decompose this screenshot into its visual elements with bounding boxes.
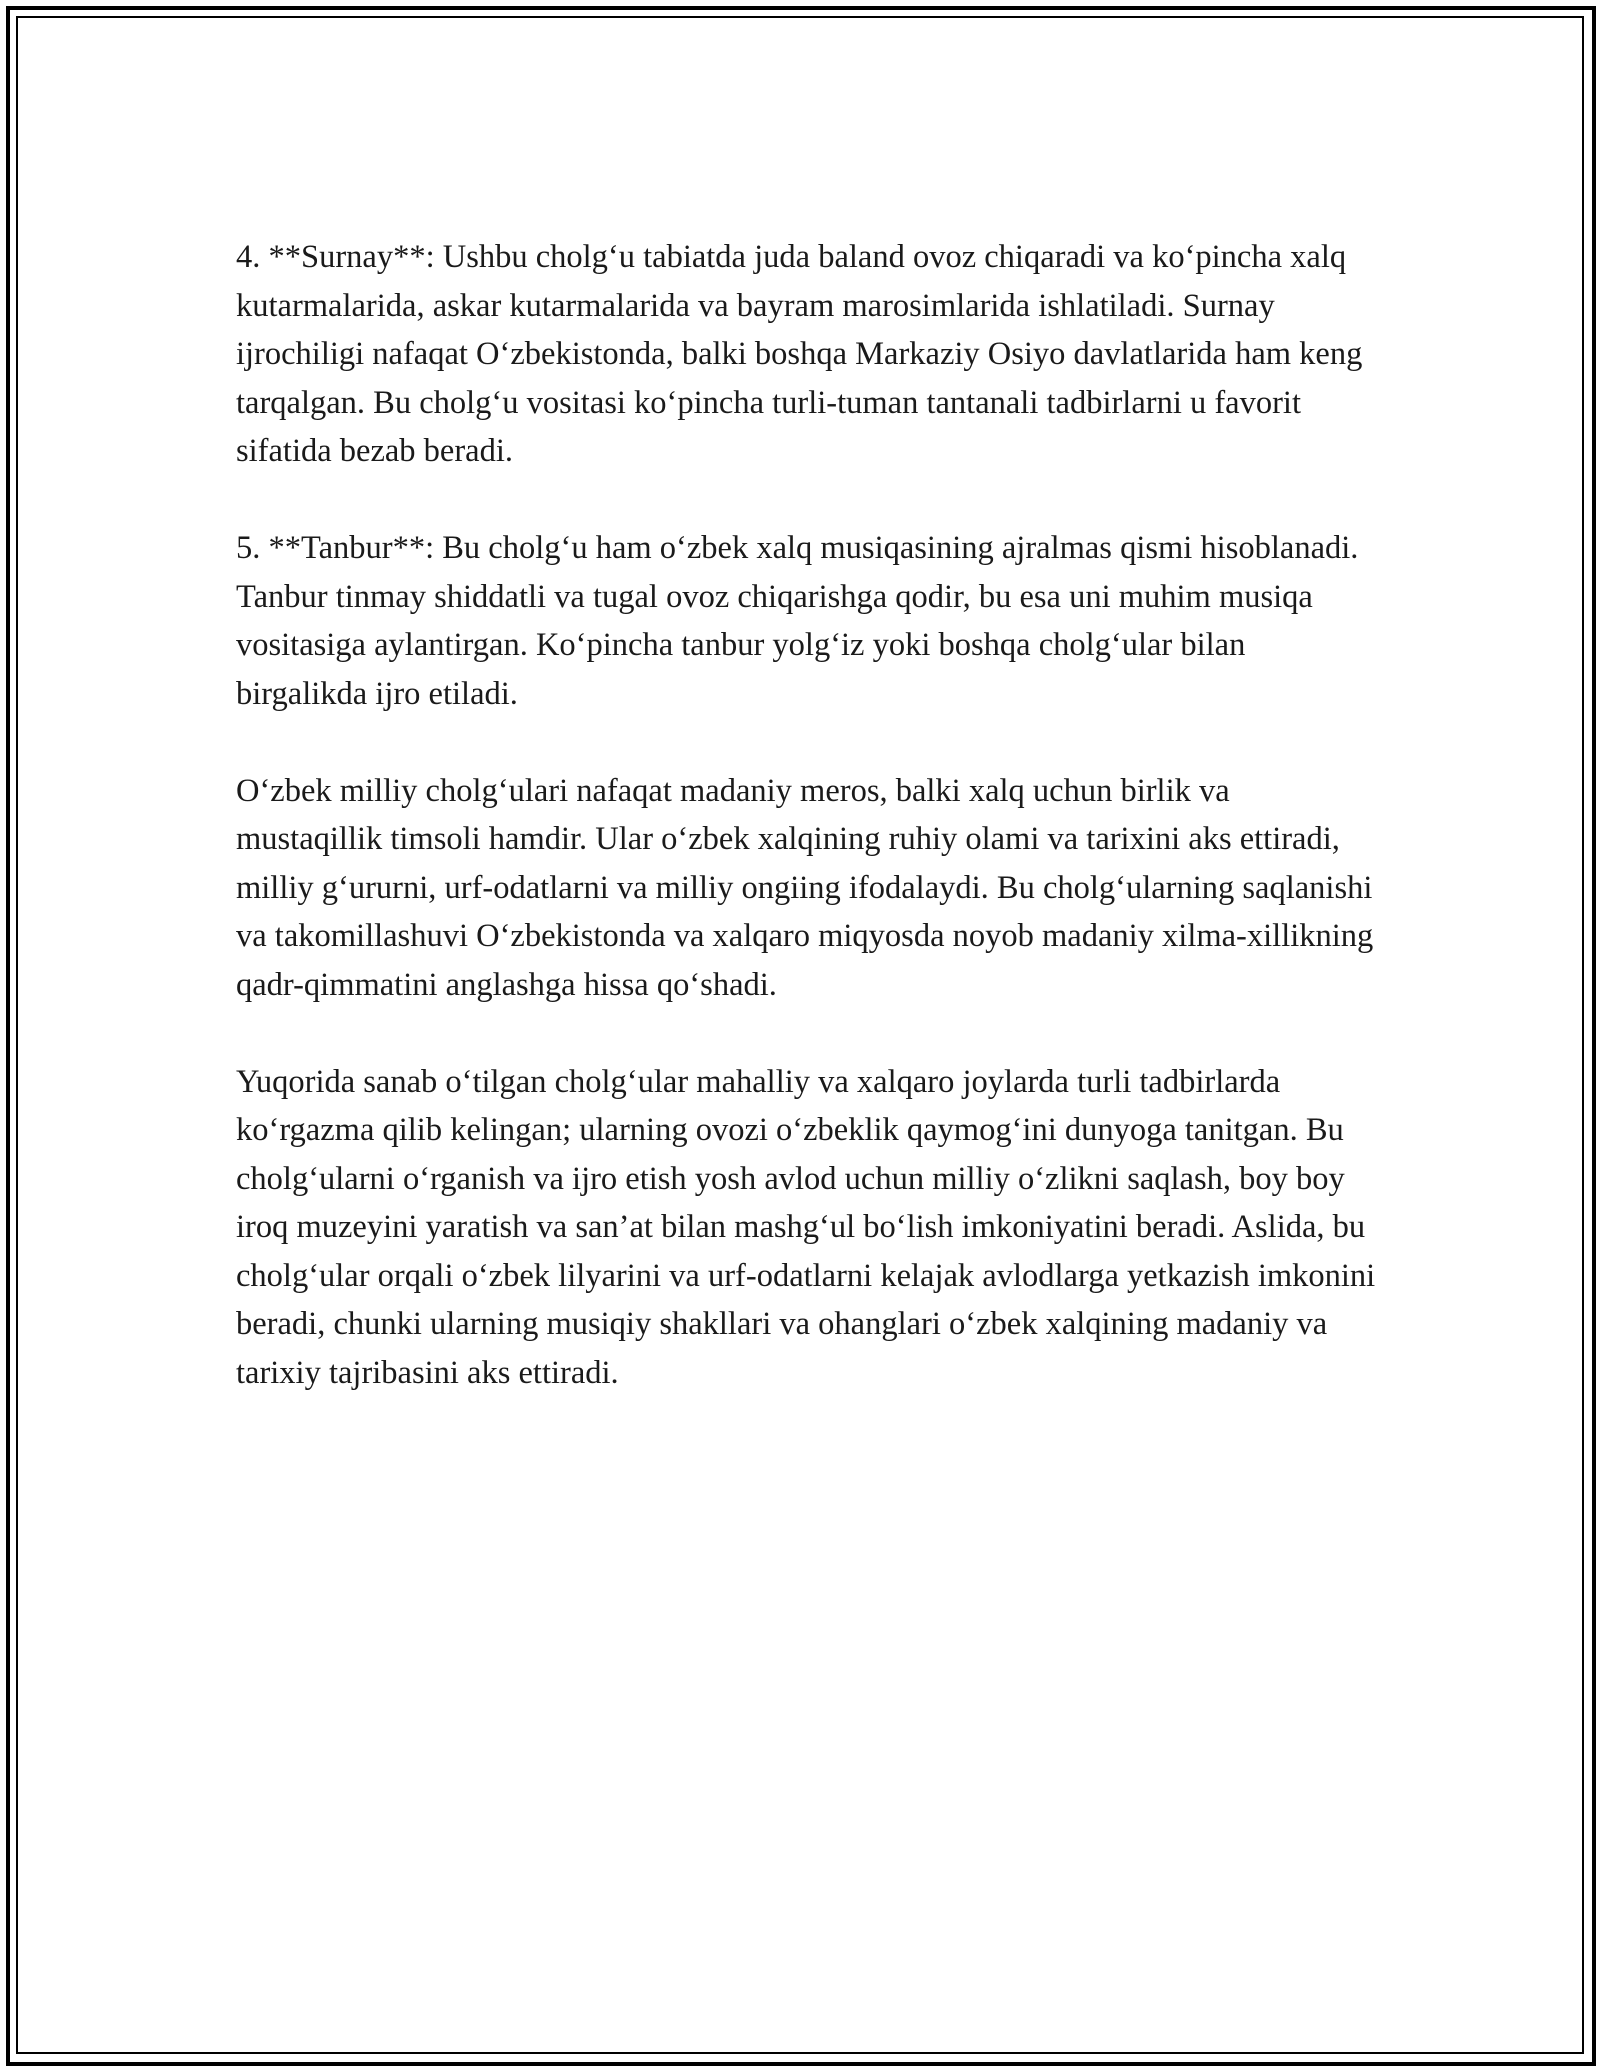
paragraph-national-instruments: O‘zbek milliy cholg‘ulari nafaqat madaniy meros, balki xalq uchun birlik va mustaqillik timsoli hamdir. Ular o‘zbek xalqining ruhiy olami va tarixini aks ettiradi, milliy g‘ururni, urf-odatlarni va milliy ongiing ifodalaydi. Bu cholg‘ularning saqlanishi va takomillashuvi O‘zbekistonda va xalqaro miqyosda noyob madaniy xilma-xillikning qadr-qimmatini anglashga hissa qo‘shadi. <box>236 772 1374 1003</box>
paragraph-tanbur: 5. **Tanbur**: Bu cholg‘u ham o‘zbek xalq musiqasining ajralmas qismi hisoblanadi. Tanbur tinmay shiddatli va tugal ovoz chiqarishga qodir, bu esa uni muhim musiqa vositasiga aylantirgan. Ko‘pincha tanbur yolg‘iz yoki boshqa cholg‘ular bilan birgalikda ijro etiladi. <box>236 530 1359 712</box>
paragraph-conclusion: Yuqorida sanab o‘tilgan cholg‘ular mahalliy va xalqaro joylarda turli tadbirlarda ko‘rgazma qilib kelingan; ularning ovozi o‘zbeklik qaymog‘ini dunyoga tanitgan. Bu cholg‘ularni o‘rganish va ijro etish yosh avlod uchun milliy o‘zlikni saqlash, boy boy iroq muzeyini yaratish va san’at bilan mashg‘ul bo‘lish imkoniyatini beradi. Aslida, bu cholg‘ular orqali o‘zbek lilyarini va urf-odatlarni kelajak avlodlarga yetkazish imkonini beradi, chunki ularning musiqiy shakllari va ohanglari o‘zbek xalqining madaniy va tarixiy tajribasini aks ettiradi. <box>236 1063 1376 1391</box>
paragraph-surnay: 4. **Surnay**: Ushbu cholg‘u tabiatda juda baland ovoz chiqaradi va ko‘pincha xalq kutarmalarida, askar kutarmalarida va bayram marosimlarida ishlatiladi. Surnay ijrochiligi nafaqat O‘zbekistonda, balki boshqa Markaziy Osiyo davlatlarida ham keng tarqalgan. Bu cholg‘u vositasi ko‘pincha turli-tuman tantanali tadbirlarni u favorit sifatida bezab beradi. <box>236 239 1363 469</box>
document-body <box>236 233 1376 1446</box>
